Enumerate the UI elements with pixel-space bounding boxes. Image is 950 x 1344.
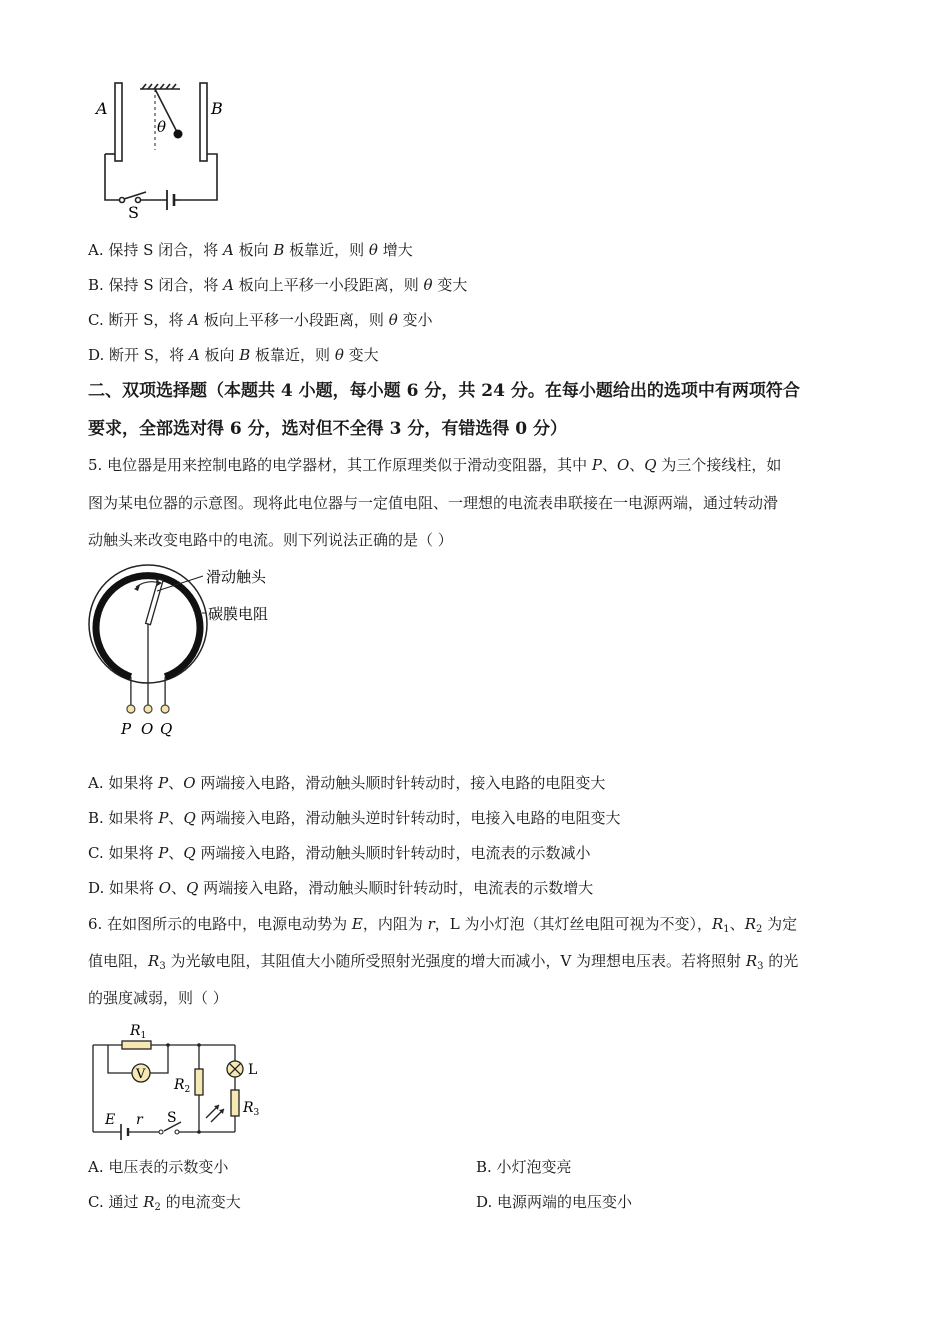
label-o: O bbox=[141, 720, 154, 738]
label-sliding-contact: 滑动触头 bbox=[206, 568, 267, 586]
label-v: V bbox=[136, 1067, 146, 1082]
circuit-figure bbox=[88, 1018, 278, 1143]
q6-stem-line2: 值电阻，$R_3$ 为光敏电阻，其阻值大小随所受照射光强度的增大而减小，V 为理想电压表。若将照射 $R_3$ 的光 bbox=[88, 952, 799, 972]
q6-stem-line3: 的强度减弱，则（ ） bbox=[88, 989, 228, 1007]
label-p: P bbox=[121, 720, 132, 738]
label-r: r bbox=[136, 1112, 143, 1128]
q4-option-a: A. 保持 S 闭合，将 A 板向 B 板靠近，则 θ 增大 bbox=[88, 241, 413, 259]
label-b: B bbox=[211, 99, 223, 118]
label-s: S bbox=[128, 203, 139, 222]
q5-option-d: D. 如果将 O、Q 两端接入电路，滑动触头顺时针转动时，电流表的示数增大 bbox=[88, 879, 594, 897]
q6-option-c: C. 通过 $R_2$ 的电流变大 bbox=[88, 1193, 241, 1213]
section-2-header-line1: 二、双项选择题（本题共 4 小题，每小题 6 分，共 24 分。在每小题给出的选项中有两项符合 bbox=[88, 381, 800, 401]
label-theta: θ bbox=[157, 118, 167, 136]
resistor-r2 bbox=[195, 1069, 203, 1095]
q5-stem-line3: 动触头来改变电路中的电流。则下列说法正确的是（ ） bbox=[88, 531, 453, 549]
q5-stem-line1: 5. 电位器是用来控制电路的电学器材，其工作原理类似于滑动变阻器，其中 P、O、Q 为三个接线柱，如 bbox=[88, 456, 782, 474]
label-s6: S bbox=[167, 1110, 177, 1126]
label-q: Q bbox=[160, 720, 173, 738]
sliding-contact bbox=[146, 579, 163, 625]
label-r2: $R_2$ bbox=[174, 1077, 191, 1095]
terminal-q bbox=[161, 705, 169, 713]
label-l: L bbox=[248, 1062, 258, 1078]
capacitor-pendulum-figure bbox=[88, 80, 238, 225]
terminal-o bbox=[144, 705, 152, 713]
q5-option-a: A. 如果将 P、O 两端接入电路，滑动触头顺时针转动时，接入电路的电阻变大 bbox=[88, 774, 606, 792]
q5-option-c: C. 如果将 P、Q 两端接入电路，滑动触头顺时针转动时，电流表的示数减小 bbox=[88, 844, 591, 862]
label-a: A bbox=[96, 99, 108, 118]
q6-option-b: B. 小灯泡变亮 bbox=[476, 1158, 572, 1176]
q4-option-b: B. 保持 S 闭合，将 A 板向上平移一小段距离，则 θ 变大 bbox=[88, 276, 468, 294]
pendulum-ball bbox=[174, 130, 183, 139]
q5-option-b: B. 如果将 P、Q 两端接入电路，滑动触头逆时针转动时，电接入电路的电阻变大 bbox=[88, 809, 621, 827]
resistor-r1 bbox=[122, 1041, 151, 1049]
plate-b bbox=[200, 83, 207, 161]
q4-option-c: C. 断开 S，将 A 板向上平移一小段距离，则 θ 变小 bbox=[88, 311, 433, 329]
potentiometer-figure bbox=[85, 562, 315, 744]
q5-stem-line2: 图为某电位器的示意图。现将此电位器与一定值电阻、一理想的电流表串联接在一电源两端，通过转动滑 bbox=[88, 494, 779, 512]
q6-option-d: D. 电源两端的电压变小 bbox=[476, 1193, 633, 1211]
plate-a bbox=[115, 83, 122, 161]
q6-option-a: A. 电压表的示数变小 bbox=[88, 1158, 229, 1176]
q4-option-d: D. 断开 S，将 A 板向 B 板靠近，则 θ 变大 bbox=[88, 346, 379, 364]
terminal-p bbox=[127, 705, 135, 713]
switch-s bbox=[124, 192, 146, 199]
label-r3: $R_3$ bbox=[243, 1100, 260, 1118]
q6-stem-line1: 6. 在如图所示的电路中，电源电动势为 E，内阻为 r，L 为小灯泡（其灯丝电阻可视为不变），$R_1$、$R_2$ 为定 bbox=[88, 915, 798, 935]
label-r1: $R_1$ bbox=[130, 1023, 147, 1041]
label-carbon-film: 碳膜电阻 bbox=[208, 605, 269, 623]
section-2-header-line2: 要求，全部选对得 6 分，选对但不全得 3 分，有错选得 0 分） bbox=[88, 419, 567, 439]
resistor-r3 bbox=[231, 1090, 239, 1116]
label-e: E bbox=[105, 1112, 116, 1128]
